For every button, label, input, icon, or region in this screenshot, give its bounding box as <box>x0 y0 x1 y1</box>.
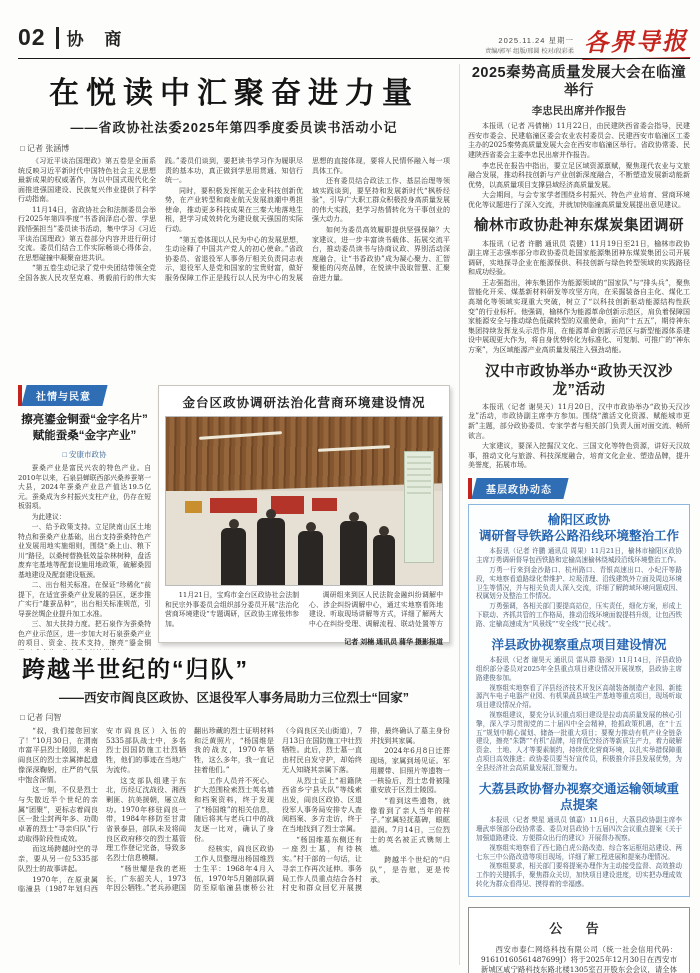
paragraph: 视察组要求，相关部门要将提案办理作为主动接受监督、高效推动工作的关键抓手，聚焦群众关切，加快项目建设进度，切实把办理成效转化为群众看得见、摸得着的幸福感。 <box>476 862 682 889</box>
photo-caption <box>165 591 443 635</box>
header-meta <box>485 35 574 59</box>
guidui-article-byline: □ 记者 闫智 <box>20 713 62 722</box>
paragraph: 这支部队组建于东北，历经辽沈战役、湘西剿匪、抗美援朝，屡立战功。1970年移驻阎良一带，1984年移防至甘肃省景泰县，部队未及将阎良区政府移交的烈士墓管理工作登记完备，导致多名烈士信息模糊。 <box>106 775 186 863</box>
paragraph: 一、给予政策支持。立足陕南山区土地特点和蚕桑产业基础，出台支持蚕桑特色产业发展用地实施细则，围绕“桑上山、粮下川”路径，以桑树替换低效益杂林树种，盘活废弃宅基地等配套设施用地政策，破解桑园基地建设及配套建设瓶颈。 <box>18 523 151 579</box>
article-body <box>468 240 690 356</box>
article-title: 榆林市政协赴神东煤炭集团调研 <box>474 218 684 235</box>
right-article-qinshi <box>468 64 690 210</box>
paragraph: 王志强指出，神东集团作为能源领域的“国家队”与“排头兵”，聚焦智能化开采、煤基新材料研发等攻坚方向，在采掘装备自主化、煤化工高端化等领域实现重大突破，树立了“以科技创新驱动能源结构性跃变”的行业标杆。他强调，榆林作为能源革命创新示范区，肩负着保障国家能源安全与推动绿色低碳转型的双重使命，面向“十五五”，期待神东集团持续发挥龙头示范作用，在能源革命创新示范区与新型能源体系建设中展现更大作为，将自身优势转化为标准化、可复制、可推广的“神东方案”，为区域能源产业高质量发展注入强劲动能。 <box>468 278 690 354</box>
article-body <box>476 656 682 773</box>
grassroots-box <box>468 504 690 897</box>
guidui-article <box>18 651 450 973</box>
paragraph: 本报讯（记者 许鹏 通讯员 周果）11月21日，榆林市榆阳区政协主席万勇调研督导包西铁路和定榆高速榆林绕城段沿线环境整治工作。 <box>476 547 682 565</box>
paragraph: “杨国维墓东侧还有一座烈士墓，有待核实。”村干部的一句话，让寻亲工作再次延伸。事务局工作人员重点结合各村村史和群众回忆开展摸排，最终确认了墓主身份并找到其家属。 <box>282 726 450 893</box>
paragraph: 本报讯（记者 许鹏 通讯员 袁健）11月19日至21日，榆林市政协副主席王志强率部分市政协委员赴国家能源集团神东煤炭集团公司开展调研，实地探寻企业在能源保供、科技创新与绿色转型领域的实践路径和成功经验。 <box>468 239 690 277</box>
badge-red-accent <box>468 478 472 499</box>
badge-red-accent <box>18 385 22 406</box>
header-left <box>18 24 129 51</box>
paragraph: 蚕桑产业是富民兴农的特色产业。自2010年以来，石泉县蝉联西部兴桑养蚕第一大县，2024年蚕桑产业总产值达19.5亿元。蚕桑成为乡村振兴支柱产业，仍存在短板弱项。 <box>18 464 151 511</box>
paragraph: 11月14日，省政协社会和法制委员会举行2025年第四季度“书香润泽启心智、学思践悟强担当”委员读书活动，集中学习《习近平谈治国理政》第五卷部分内容并进行研讨交流。委员们结合工作实际畅谈心得体会，在思想碰撞中凝聚奋进共识。 <box>18 205 156 262</box>
photo-person <box>340 521 368 585</box>
paragraph: 而这场跨越时空的寻亲，要从另一位5335部队烈士的故事讲起。 <box>18 844 98 873</box>
article-body <box>468 122 690 210</box>
photo-green-board <box>404 451 434 564</box>
middle-row <box>18 385 450 648</box>
grassroots-badge <box>471 478 568 499</box>
paragraph: “第五卷生动记录了党中央团结带领全党全国各族人民攻坚克难、勇毅前行的伟大实践。”委员们谈到，要把读书学习作为履职尽责的基本功，真正做到学思用贯通、知信行统一。 <box>18 157 303 282</box>
article-title: 大荔县政协督办视察交通运输领域重点提案 <box>478 781 679 813</box>
grassroots-badge-label: 基层政协动态 <box>486 484 552 496</box>
issue-date: 2025.11.24 星期一 <box>498 36 574 46</box>
public-opinion-badge-label: 社情与民意 <box>36 392 91 403</box>
paragraph: 这一刻，不仅是烈士与失散近半个世纪的亲属“团聚”，更标志着阎良区一批尘封两年多、功勋卓著的烈士“寻亲归队”行动取得阶段性成效。 <box>18 785 98 843</box>
photo-red-banner <box>271 496 304 514</box>
paragraph: 《习近平谈治国理政》第五卷是全面系统反映习近平新时代中国特色社会主义思想最新成果的权威著作，为以中国式现代化全面推进强国建设、民族复兴伟业提供了科学行动指南。 <box>18 157 156 204</box>
paragraph: 三、加大扶持力度。把石泉作为蚕桑特色产业示范区，进一步加大对石泉蚕桑产业的项目、资金、技术支持，擦亮“鎏金铜 <box>18 620 151 648</box>
article-subtitle: 李忠民出席并作报告 <box>531 105 627 118</box>
paragraph: 同时，要积极发挥航天企业科技创新优势，在产业转型和商业航天发展浪潮中勇担使命，推动更多科技成果在三秦大地落地生根，把学习成效转化为建设航天强国的实际行动。 <box>165 186 303 234</box>
public-opinion-title <box>18 413 151 444</box>
paragraph: 2024年6月8日迁葬现场，家属到场见证。军用腰带、旧照片等遗物一一核验后，烈士忠骨被隆重安放于区烈士陵园。 <box>370 746 450 795</box>
public-opinion-title-line1: 擦亮鎏金铜蚕“金字名片” <box>21 414 148 426</box>
public-opinion-body <box>18 464 151 650</box>
paragraph: “叔，我们接您回家了！”10月30日，在渭南市富平县烈士陵园，来自阎良区的烈士亲属捧起遗像深深鞠躬，庄严的气氛中饱含深情。 <box>18 726 98 784</box>
right-region <box>459 64 690 973</box>
photo-person <box>257 518 285 585</box>
lead-article-body <box>18 157 450 378</box>
paragraph: 如何为委员高效履职提供坚强保障？大家建议，进一步丰富读书载体、拓展交流平台，推动委员读书与协商议政、界别活动深度融合，让“书香政协”成为凝心聚力、汇智聚能的闪亮品牌，在悦读中汲取智慧、汇聚奋进力量。 <box>312 226 450 282</box>
masthead-logo: 各界导报 <box>582 21 691 60</box>
left-region <box>18 64 450 965</box>
paragraph: 本报讯（记者 谢昊天）11月20日，汉中市政协举办“政协天汉沙龙”活动，市政协副主席李方参加。围绕“激活文化资源、赋能城市更新”主题，部分政协委员、专家学者与相关部门负责人面对面交流、畅所欲言。 <box>468 402 690 440</box>
paragraph: “看到这些遗物，就像看到了亲人当年的样子。”家属轻抚墓碑，眼眶湿润。7月14日，三位烈士的英名被正式镌刻上墙。 <box>370 795 450 854</box>
paragraph: 大家建议，要深入挖掘汉文化、三国文化等特色资源，讲好天汉故事，推动文化与旅游、科技深度融合，培育文化企业、塑造品牌，提升美誉度，拓展市场。 <box>468 442 690 470</box>
article-body <box>468 403 690 471</box>
page-number: 02 <box>18 24 46 50</box>
paragraph: 本报讯（记者 冯倩楠）11月22日，由民建陕西省委会指导，民建西安市委会、民建临潼区委会农业农村委员会、民建西安市临潼区工委主办的2025秦势高质量发展大会在西安市临潼区举行。省政协常委、民建陕西省委会主委李忠民出席并作报告。 <box>468 122 690 159</box>
lead-article-title: 在悦读中汇聚奋进力量 <box>49 77 419 110</box>
paragraph: 视察组实地察看了西七路白虎公路改造、综合客运枢纽站建设、两七东三中公路改造等项目现场，详细了解工程进展和提案办理情况。 <box>476 843 682 861</box>
lead-article-subtitle: ——省政协社法委2025年第四季度委员读书活动小记 <box>70 120 398 135</box>
paragraph: 万勇一行来到金沙路口、杭州路口、青银高速出口、小纪汗等路段，实地察看道路绿化带维护、垃圾清理、沿线建筑外立面及周边环境卫生等情况，并与相关负责人深入交流，详细了解跨域环境问题成因、权属划分及整治工作情况。 <box>476 565 682 601</box>
photo-story-title: 金台区政协调研法治化营商环境建设情况 <box>182 396 426 410</box>
notice-paragraph: 西安市泰仁网络科技有限公司（统一社会信用代码：91610160561487699J）将于2025年12月30日在西安市新城区咸宁路科技东路北楼1305室召开股东会会议，请全体 <box>481 944 677 973</box>
photo-gold-frame <box>185 501 202 513</box>
header-rule <box>18 58 690 59</box>
paragraph: 工作人员并不死心，扩大范围检索烈士英名墙和档案资料，终于发现了“杨国维”的相关信息，随后将其与老兵口中的战友逐一比对，确认了身份。 <box>194 775 274 843</box>
section-name: 协 商 <box>66 30 130 49</box>
paragraph: 视察组建议，要充分认识重点项目建设是拉动高质量发展的核心引擎，深入学习贯彻党的二十届四中全会精神，抢抓政策机遇，在“十五五”规划中精心谋划、储备一批重大项目；要聚力推动有机产业全链条建设，擦亮“朱鹮”“有机”品牌，培育低空经济等新质生产力，着力破解资金、土地、人才等要素制约，持续优化营商环境，以扎实举措保障重点项目高效推进；政协委员要当好宣传员，积极推介洋县发展优势，为全县经济社会高质量发展汇智聚力。 <box>476 710 682 772</box>
notice-body <box>481 945 677 973</box>
paragraph: 李忠民在报告中指出，要立足区域资源禀赋，聚焦现代农业与文旅融合发展，推动科技创新与产业创新深度融合，不断塑造发展新动能新优势，以高质量项目支撑县域经济高质量发展。 <box>468 161 690 189</box>
right-article-hanzhong <box>468 363 690 471</box>
article-title: 2025秦势高质量发展大会在临潼举行 <box>471 65 687 100</box>
main-content <box>18 64 690 973</box>
grassroots-article-yuyang <box>476 512 682 629</box>
article-body <box>476 547 682 628</box>
lead-article-byline: □ 记者 张涵博 <box>20 144 70 153</box>
staff-line: 责编/郭军 组版/邢圆 校对/段彩柔 <box>484 47 574 55</box>
paragraph: 视察组实地察看了洋县经济技术开发区高端装备制造产业园、新能源汽车电子电器产业园、有机果蔬县域生产基地等重点项目，现场听取项目建设情况介绍。 <box>476 683 682 710</box>
photo-person <box>298 531 323 585</box>
paragraph: “第五卷体现以人民为中心的发展思想，生动诠释了中国共产党人的初心使命。”省政协委员、省退役军人事务厅相关负责同志表示，退役军人是党和国家的宝贵财富，做好服务保障工作正是践行以人民为中心的发展思想的直接体现，要将人民情怀融入每一项具体工作。 <box>165 157 450 282</box>
paragraph: 大会期间，与会专家学者围绕乡村振兴、特色产业培育、营商环境优化等议题进行了深入交流，并就加快临潼高质量发展提出意见建议。 <box>468 191 690 209</box>
photo-red-banner <box>312 498 337 511</box>
photo-credit: 记者 刘楠 通讯员 蒲华 摄影报道 <box>344 639 443 646</box>
article-title: 汉中市政协举办“政协天汉沙龙”活动 <box>485 363 673 398</box>
paragraph: 本报讯（记者 谢昊天 通讯员 雷从群 骆深）11月14日，洋县政协组织部分委员对2025年全县重点项目建设情况开展视察，县政协主席路建俊参加。 <box>476 656 682 682</box>
public-opinion-byline: □ 安康市政协 <box>62 450 107 460</box>
paragraph: 1970年，在原隶属临潼县（1987年划归西安市阎良区）入伍的5335部队战士中，多名烈士因国防施工壮烈牺牲，他们的事迹在当地广为流传。 <box>18 726 186 894</box>
guidui-article-title: 跨越半世纪的“归队” <box>22 656 249 682</box>
header-divider-bar <box>56 27 59 49</box>
guidui-article-body <box>18 726 450 973</box>
paragraph: 跨越半个世纪的“归队”，是告慰，更是传承。 <box>370 855 450 884</box>
article-title-line1: 榆阳区政协 <box>547 512 611 527</box>
article-title: 洋县政协视察重点项目建设情况 <box>491 637 667 652</box>
paragraph: 还有委员结合政法工作、基层治理等领域实践谈到，要坚持和发展新时代“枫桥经验”，引导广大职工群众积极投身高质量发展的伟大实践，把学习热情转化为干事创业的强大动力。 <box>312 177 450 224</box>
paragraph: 从烈士证上“祖籍陕西省乡宁县大队”等线索出发，阎良区政协、区退役军人事务局安排专人查阅档案、多方走访，终于在当地找到了烈士亲属。 <box>282 775 362 834</box>
guidui-article-subtitle: ——西安市阎良区政协、区退役军人事务局助力三位烈士“回家” <box>58 691 409 705</box>
grassroots-article-dali <box>476 781 682 889</box>
article-title <box>476 512 682 545</box>
paragraph: 经核实，阎良区政协工作人员整理出杨国维烈士生平：1968年4月入伍，1970年5月随部队调防至原临潼县康桥公社（今阎良区关山街道），7月13日在国防施工中壮烈牺牲。此后，烈士墓一直由村民自发守护，却始终无人知晓其亲属下落。 <box>194 726 362 893</box>
grassroots-article-yangxian <box>476 637 682 773</box>
paragraph: 11月21日，宝鸡市金台区政协社会法制和民宗外事委员会组织部分委员开展“法治化营商环境建设”专题调研，区政协主席张炜参加。 <box>165 591 299 628</box>
right-article-yulin <box>468 217 690 355</box>
notice-box <box>468 907 690 973</box>
article-title-line2: 调研督导铁路公路沿线环境整治工作 <box>478 529 679 544</box>
photo-red-banner <box>210 498 257 513</box>
header-right <box>485 22 690 59</box>
lead-article <box>18 68 450 378</box>
grassroots-badge-wrap <box>468 478 690 499</box>
paragraph: 二、出台相关标准。在保证“珍稀化”前提下，在适宜蚕桑产业发展的县区，逐步推广实行“雄蚕品种”，出台相关标准规范，引导蚕丝绸企业提升加工水准。 <box>18 581 151 618</box>
article-body <box>476 816 682 889</box>
photo-person <box>221 528 246 585</box>
paragraph: 万勇强调，各相关部门要提高站位，压实责任，细化方案，形成上下联动、齐抓共管的工作格局，推动沿线环境面貌提档升级，让包西铁路、定榆高速成为“风景线”“安全线”“民心线”。 <box>476 602 682 628</box>
news-photo <box>165 416 443 586</box>
public-opinion-badge <box>21 385 107 406</box>
public-opinion-box <box>18 385 151 648</box>
public-opinion-title-line2: 赋能蚕桑“金字产业” <box>32 429 137 442</box>
photo-card <box>158 385 450 646</box>
paragraph: 本报讯（记者 樊星 通讯员 镇嘉）11月6日，大荔县政协副主席李珊武率领部分政协常委、委员对县政协十五届四次会议重点提案《关于加强道路建设、方便群众出行的建议》开展督办视察。 <box>476 816 682 842</box>
photo-person <box>373 535 395 585</box>
paragraph: 为此建议： <box>31 512 66 521</box>
photo-wood-ceiling <box>165 416 443 494</box>
paragraph: 调研组来到区人民法院金融纠纷调解中心、涉企纠纷调解中心，通过实地察看阵地建设、听取现场讲解等方式，详细了解两大中心在纠纷受理、调解流程、联动处置等方 <box>309 591 443 628</box>
page-header <box>18 22 690 56</box>
paragraph: “杨世耀是我的老班长，广东韶关人，1973年因公牺牲。”老兵孙建国翻出珍藏的烈士证明材料和泛黄照片，“杨国维是我的战友，1970年牺牲，这么多年，我一直记挂着他们。” <box>106 726 274 893</box>
notice-title: 公 告 <box>549 920 609 936</box>
